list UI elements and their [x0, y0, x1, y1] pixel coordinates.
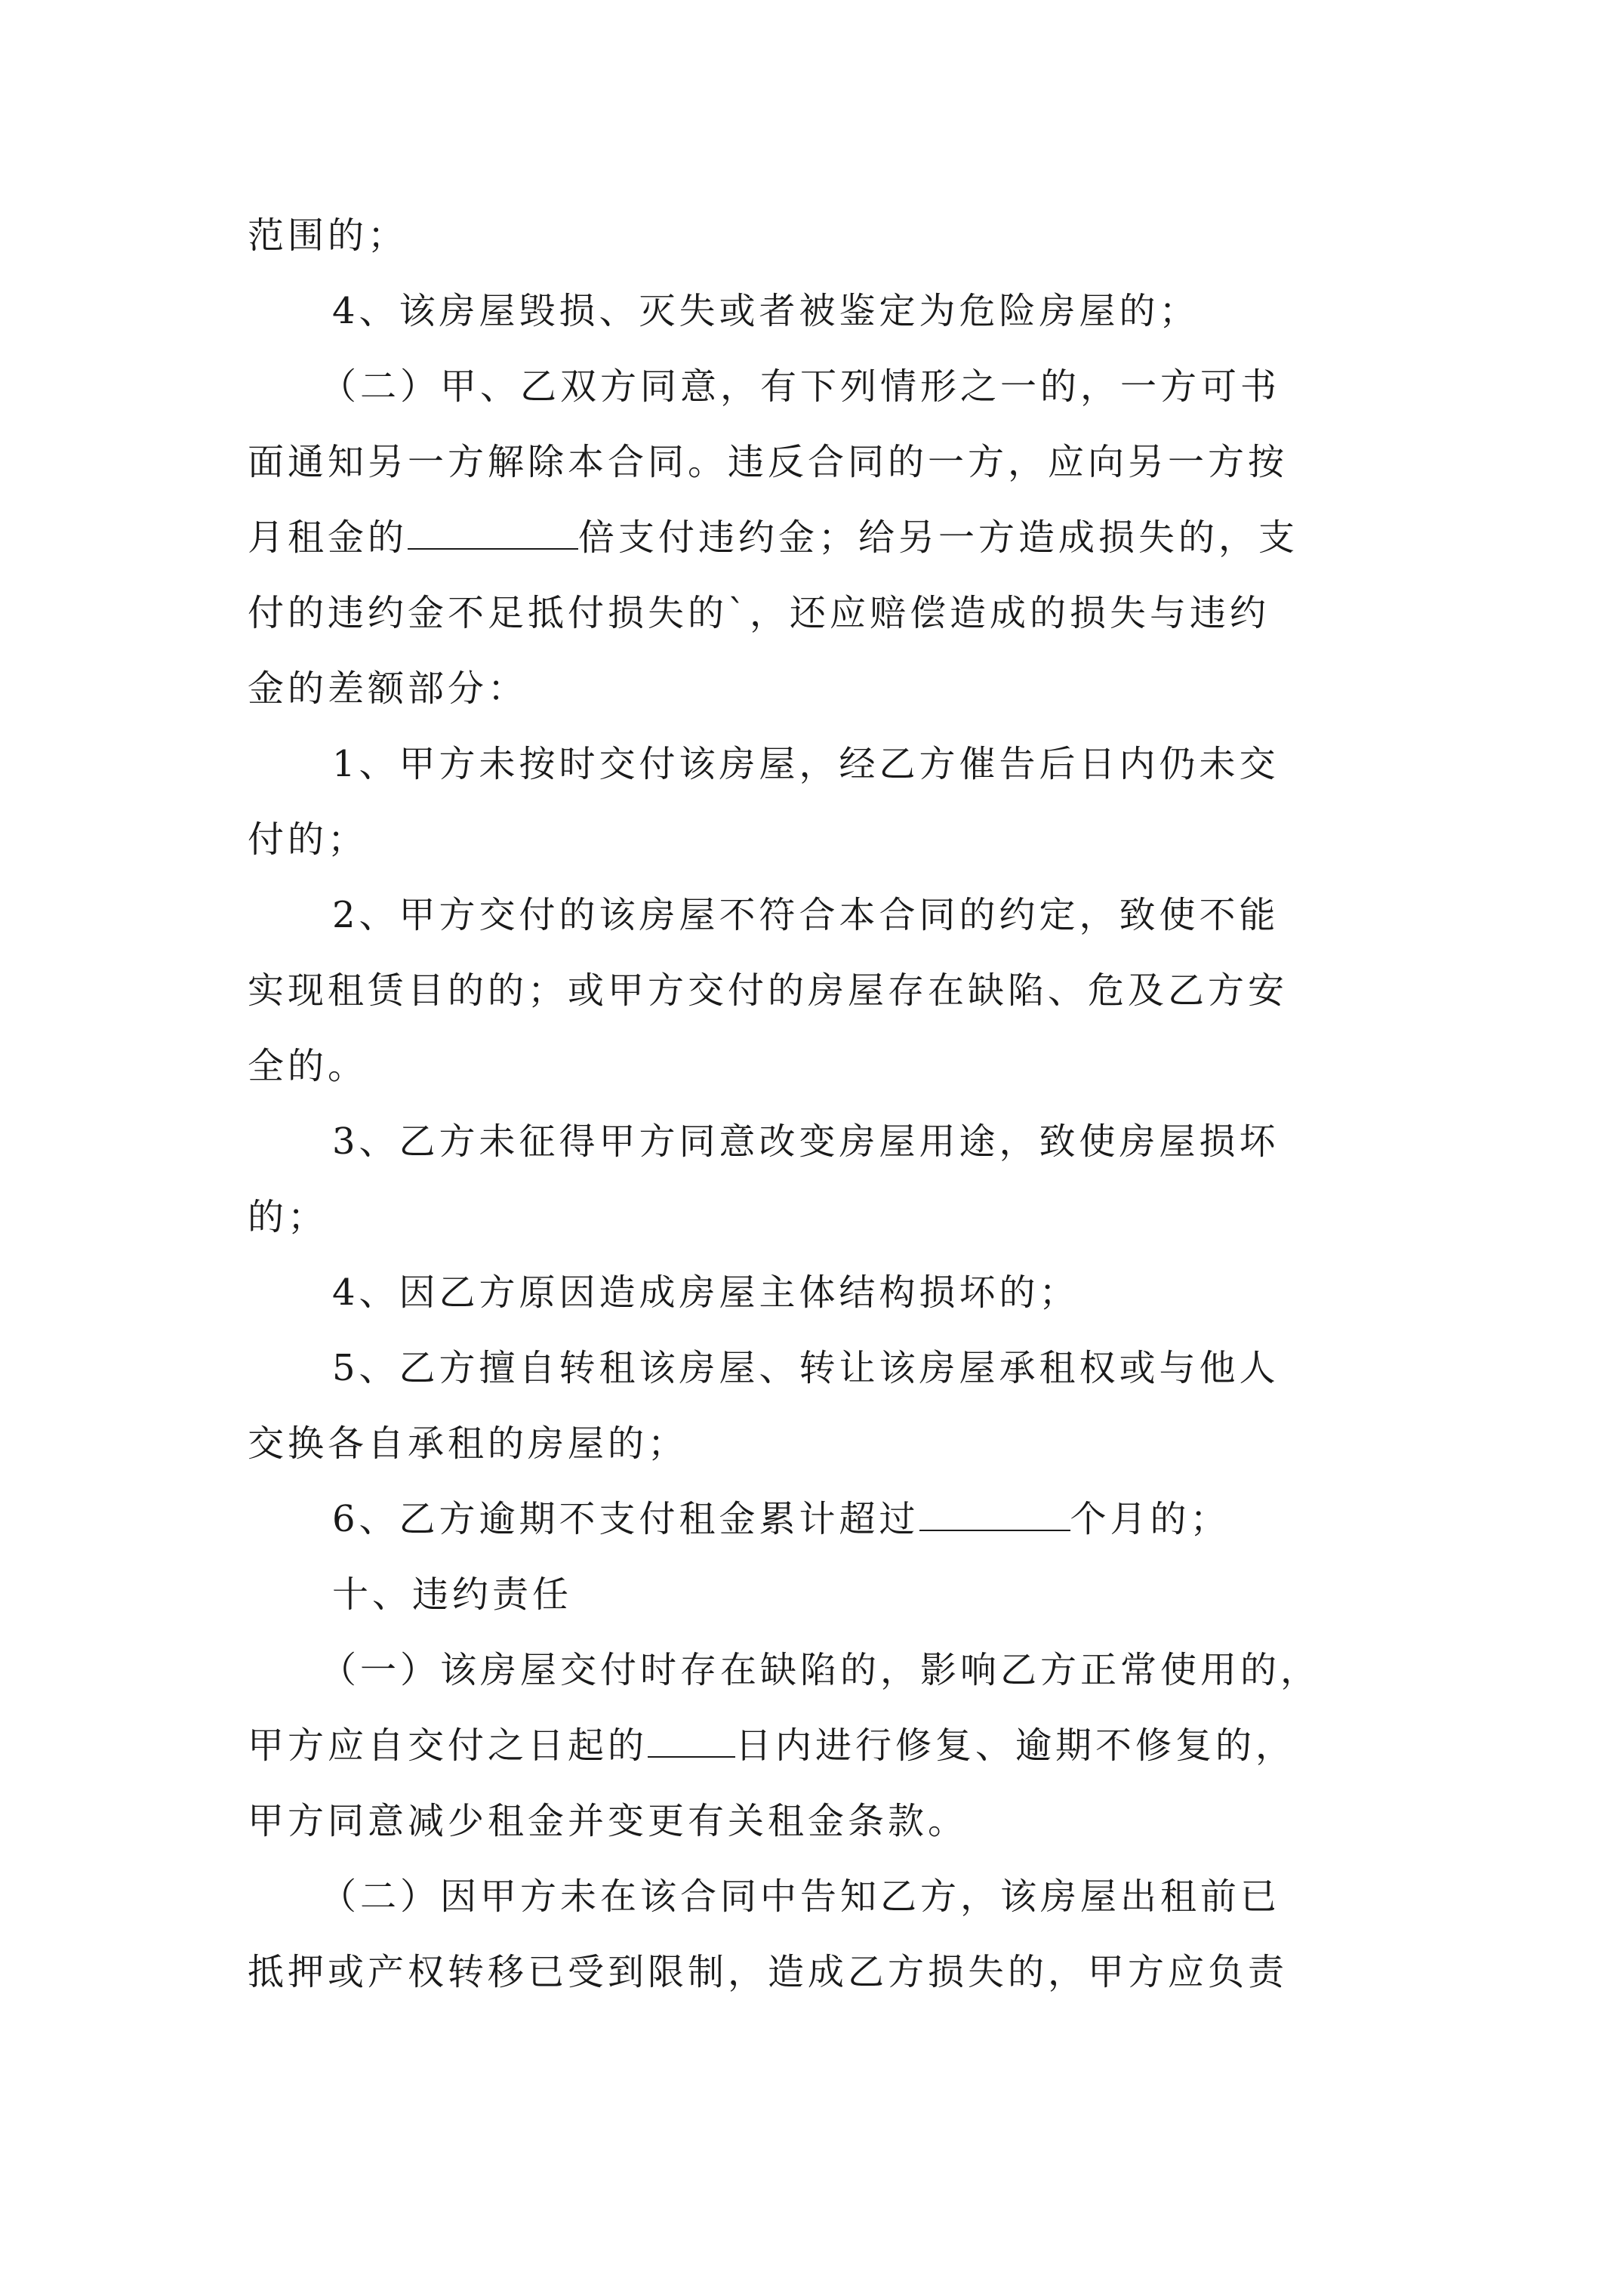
text-segment: 月租金的 — [248, 516, 408, 559]
fill-in-blank — [648, 1724, 735, 1758]
text-segment: 6、乙方逾期不支付租金累计超过 — [332, 1498, 919, 1540]
text-line: 抵押或产权转移已受到限制，造成乙方损失的，甲方应负责 — [248, 1951, 1289, 1993]
text-line: （二）甲、乙双方同意，有下列情形之一的，一方可书 — [320, 365, 1281, 408]
text-segment: 甲方应自交付之日起的 — [248, 1724, 648, 1767]
document-body — [248, 198, 1380, 2010]
text-line — [248, 1708, 1380, 1783]
text-line: 金的差额部分： — [248, 667, 528, 710]
text-line: 1、甲方未按时交付该房屋，经乙方催告后日内仍未交 — [332, 743, 1280, 785]
section-heading: 十、违约责任 — [332, 1573, 573, 1616]
text-segment: 个月的； — [1070, 1498, 1230, 1540]
text-line: 4、因乙方原因造成房屋主体结构损坏的； — [332, 1271, 1079, 1314]
text-line: 范围的； — [248, 214, 408, 257]
text-line: 的； — [248, 1196, 328, 1238]
text-line — [248, 1481, 1380, 1557]
text-segment: 倍支付违约金；给另一方造成损失的，支 — [578, 516, 1299, 559]
text-line: 甲方同意减少租金并变更有关租金条款。 — [248, 1800, 969, 1842]
fill-in-blank — [408, 516, 578, 550]
text-line: 3、乙方未征得甲方同意改变房屋用途，致使房屋损坏 — [332, 1120, 1280, 1163]
text-segment: 日内进行修复、逾期不修复的， — [735, 1724, 1296, 1767]
text-line: 2、甲方交付的该房屋不符合本合同的约定，致使不能 — [332, 894, 1280, 936]
text-line: （一）该房屋交付时存在缺陷的，影响乙方正常使用的， — [320, 1649, 1321, 1691]
text-line: 全的。 — [248, 1045, 368, 1087]
fill-in-blank — [919, 1498, 1070, 1531]
text-line: 交换各自承租的房屋的； — [248, 1422, 688, 1465]
text-line: 付的； — [248, 818, 368, 861]
text-line: 付的违约金不足抵付损失的`，还应赔偿造成的损失与违约 — [248, 592, 1270, 634]
text-line: 4、该房屋毁损、灭失或者被鉴定为危险房屋的； — [332, 290, 1200, 332]
text-line: 面通知另一方解除本合同。违反合同的一方，应向另一方按 — [248, 441, 1289, 483]
text-line: 5、乙方擅自转租该房屋、转让该房屋承租权或与他人 — [332, 1347, 1280, 1389]
text-line: 实现租赁目的的；或甲方交付的房屋存在缺陷、危及乙方安 — [248, 969, 1289, 1012]
text-line — [248, 500, 1380, 575]
text-line: （二）因甲方未在该合同中告知乙方，该房屋出租前已 — [320, 1875, 1281, 1918]
